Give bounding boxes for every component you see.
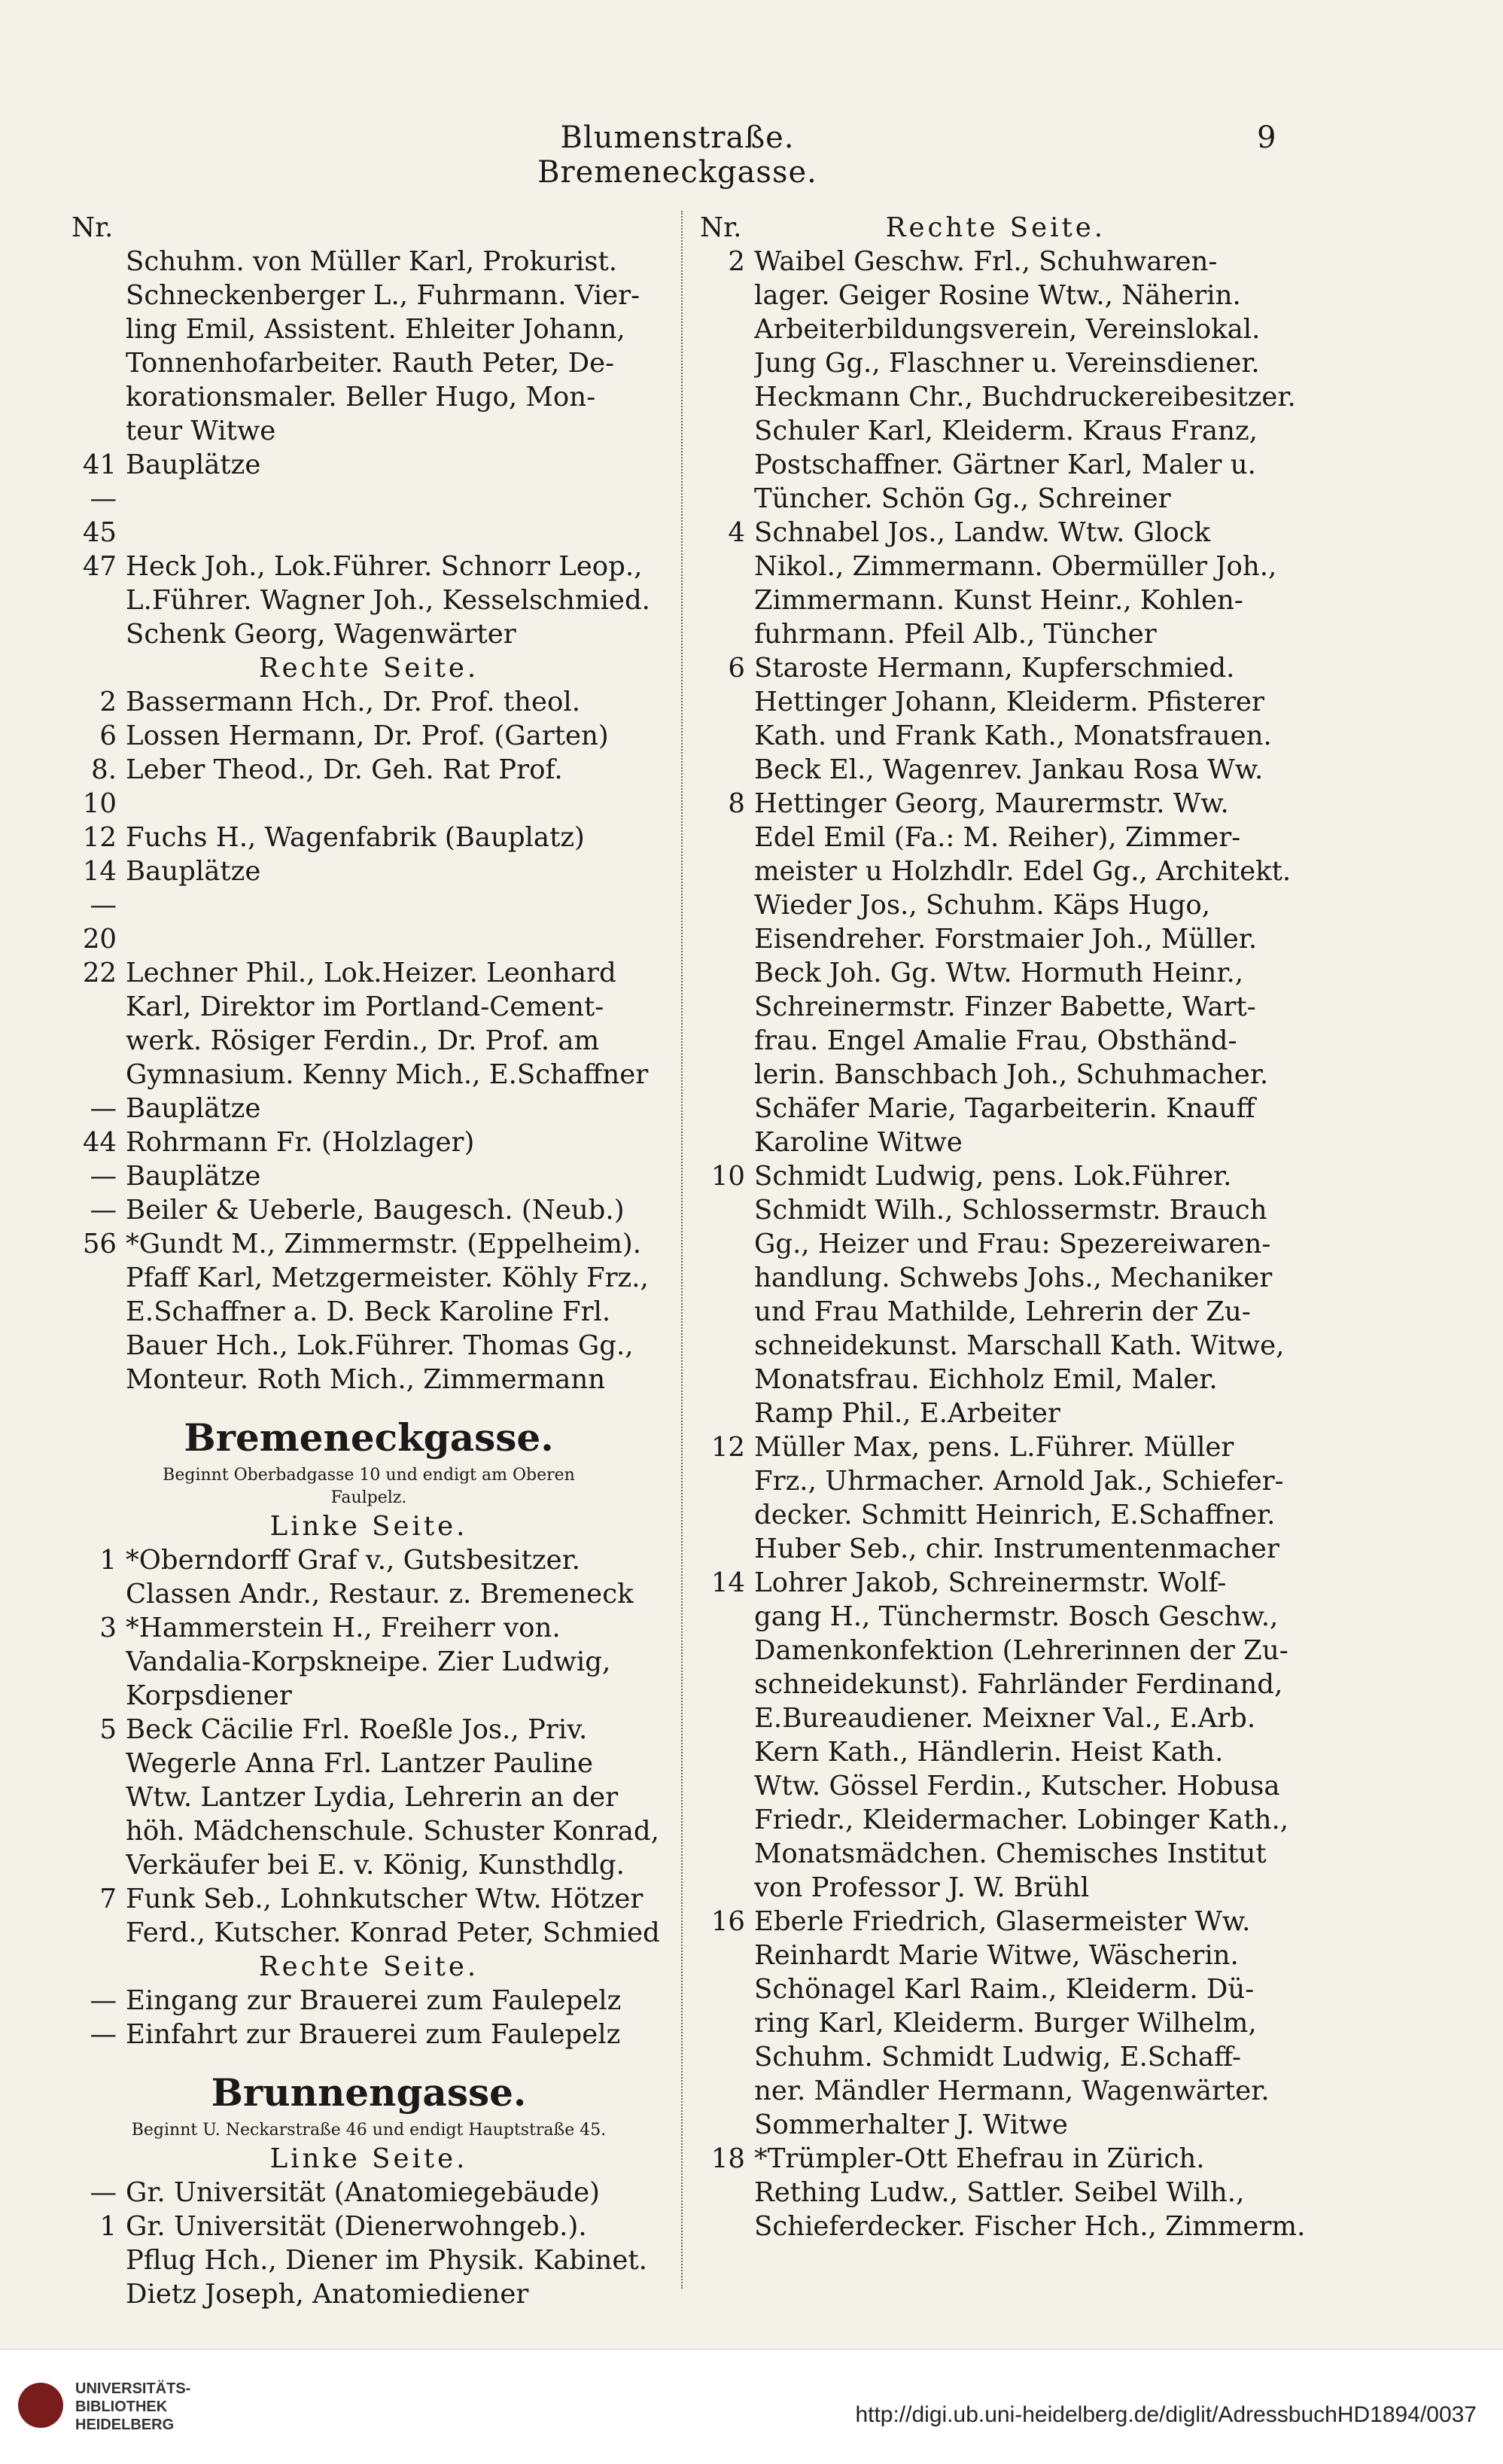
entry-line: Gg., Heizer und Frau: Spezereiwaren- bbox=[754, 1229, 1271, 1259]
house-number: 7 bbox=[99, 1884, 117, 1914]
entry-line: decker. Schmitt Heinrich, E.Schaffner. bbox=[754, 1500, 1276, 1530]
library-logo-text: UNIVERSITÄTS- BIBLIOTHEK HEIDELBERG bbox=[75, 2380, 191, 2433]
entry-line: Tüncher. Schön Gg., Schreiner bbox=[754, 483, 1171, 514]
entry-line: Schäfer Marie, Tagarbeiterin. Knauff bbox=[754, 1093, 1255, 1124]
entry-line: Gr. Universität (Anatomiegebäude) bbox=[126, 2177, 600, 2208]
entry-line: Schuhm. Schmidt Ludwig, E.Schaff- bbox=[754, 2042, 1241, 2073]
entry-line: Karoline Witwe bbox=[754, 1127, 963, 1158]
entry-line: *Oberndorff Graf v., Gutsbesitzer. bbox=[126, 1545, 580, 1576]
entry-line: meister u Holzhdlr. Edel Gg., Architekt. bbox=[754, 856, 1292, 887]
entry-line: gang H., Tünchermstr. Bosch Geschw., bbox=[754, 1601, 1279, 1632]
entry-line: Classen Andr., Restaur. z. Bremeneck bbox=[126, 1579, 634, 1610]
street-description: Beginnt Oberbadgasse 10 und endigt am Oberen bbox=[163, 1466, 575, 1485]
entry-line: Monatsmädchen. Chemisches Institut bbox=[754, 1838, 1267, 1869]
column-divider bbox=[681, 211, 683, 2289]
address-entry bbox=[700, 651, 1302, 787]
entry-line: Kath. und Frank Kath., Monatsfrauen. bbox=[754, 720, 1272, 751]
entry-line: Ferd., Kutscher. Konrad Peter, Schmied bbox=[126, 1917, 660, 1948]
address-entry bbox=[71, 1882, 666, 1950]
entry-line: Verkäufer bei E. v. König, Kunsthdlg. bbox=[126, 1850, 625, 1881]
entry-line: Bauer Hch., Lok.Führer. Thomas Gg., bbox=[126, 1330, 634, 1361]
entry-line: Schmidt Ludwig, pens. Lok.Führer. bbox=[754, 1161, 1232, 1192]
entry-line: Eingang zur Brauerei zum Faulepelz bbox=[126, 1985, 622, 2016]
left-column bbox=[71, 211, 666, 2311]
entry-line: Lechner Phil., Lok.Heizer. Leonhard bbox=[126, 958, 616, 988]
address-entry bbox=[700, 2142, 1306, 2243]
house-number: 6 bbox=[99, 720, 117, 751]
entry-line: Friedr., Kleidermacher. Lobinger Kath., bbox=[754, 1805, 1289, 1835]
address-entry bbox=[71, 1713, 666, 1882]
entry-line: Schönagel Karl Raim., Kleiderm. Dü- bbox=[754, 1974, 1255, 2005]
house-number: 14 bbox=[710, 1567, 745, 1598]
address-entry bbox=[71, 1159, 666, 1193]
entry-line: Schuhm. von Müller Karl, Prokurist. bbox=[126, 246, 618, 277]
entry-line: Damenkonfektion (Lehrerinnen der Zu- bbox=[754, 1635, 1289, 1666]
house-number: 16 bbox=[710, 1906, 745, 1937]
page-number: 9 bbox=[1257, 120, 1276, 155]
address-entry bbox=[700, 1430, 1302, 1566]
house-number: 18 bbox=[710, 2143, 745, 2174]
house-number: 1 bbox=[99, 1545, 117, 1576]
entry-line: Hettinger Georg, Maurermstr. Ww. bbox=[754, 788, 1229, 819]
nr-label: Nr. bbox=[71, 212, 114, 243]
entry-line: Gymnasium. Kenny Mich., E.Schaffner bbox=[126, 1059, 649, 1090]
entry-line: Pfaff Karl, Metzgermeister. Köhly Frz., bbox=[126, 1262, 649, 1293]
address-entry bbox=[71, 719, 666, 753]
entry-line: Monatsfrau. Eichholz Emil, Maler. bbox=[754, 1364, 1218, 1395]
address-entry bbox=[71, 854, 666, 956]
address-entry bbox=[700, 1159, 1302, 1430]
entry-line: Dietz Joseph, Anatomiediener bbox=[126, 2279, 529, 2310]
house-number: 56 bbox=[82, 1229, 117, 1259]
entry-line: Schieferdecker. Fischer Hch., Zimmerm. bbox=[754, 2211, 1306, 2242]
house-number: 2 bbox=[99, 687, 117, 717]
entry-line: schneidekunst). Fahrländer Ferdinand, bbox=[754, 1669, 1283, 1700]
entry-line: Schreinermstr. Finzer Babette, Wart- bbox=[754, 991, 1256, 1022]
entry-line: *Hammerstein H., Freiherr von. bbox=[126, 1613, 561, 1643]
entry-line: Bauplätze bbox=[126, 1093, 261, 1124]
entry-line: Frz., Uhrmacher. Arnold Jak., Schiefer- bbox=[754, 1466, 1284, 1497]
entry-line: Wtw. Gössel Ferdin., Kutscher. Hobusa bbox=[754, 1771, 1280, 1802]
address-entry bbox=[700, 1566, 1302, 1905]
side-heading: Linke Seite. bbox=[269, 2143, 468, 2174]
entry-line: und Frau Mathilde, Lehrerin der Zu- bbox=[754, 1296, 1251, 1327]
entry-line: Funk Seb., Lohnkutscher Wtw. Hötzer bbox=[126, 1884, 643, 1914]
side-heading: Rechte Seite. bbox=[885, 212, 1106, 243]
address-entry bbox=[700, 516, 1302, 651]
entry-line: ner. Mändler Hermann, Wagenwärter. bbox=[754, 2076, 1270, 2106]
entry-line: frau. Engel Amalie Frau, Obsthänd- bbox=[754, 1025, 1237, 1056]
entry-line: Zimmermann. Kunst Heinr., Kohlen- bbox=[754, 585, 1243, 616]
entry-line: E.Schaffner a. D. Beck Karoline Frl. bbox=[126, 1296, 611, 1327]
entry-line: Beck El., Wagenrev. Jankau Rosa Ww. bbox=[754, 754, 1264, 785]
entry-line: teur Witwe bbox=[126, 416, 276, 446]
entry-line: Edel Emil (Fa.: M. Reiher), Zimmer- bbox=[754, 822, 1241, 853]
house-number: 41—45 bbox=[82, 449, 117, 548]
entry-line: Heckmann Chr., Buchdruckereibesitzer. bbox=[754, 382, 1296, 413]
house-number: 1 bbox=[99, 2211, 117, 2242]
address-entry bbox=[71, 2210, 666, 2311]
entry-line: *Trümpler-Ott Ehefrau in Zürich. bbox=[754, 2143, 1205, 2174]
house-number: — bbox=[90, 1985, 117, 2016]
address-entry bbox=[71, 245, 666, 448]
address-entry bbox=[71, 448, 666, 550]
entry-line: Gr. Universität (Dienerwohngeb.). bbox=[126, 2211, 587, 2242]
entry-line: Kern Kath., Händlerin. Heist Kath. bbox=[754, 1737, 1224, 1768]
address-entry bbox=[700, 787, 1302, 1159]
house-number: — bbox=[90, 1161, 117, 1192]
entry-line: werk. Rösiger Ferdin., Dr. Prof. am bbox=[126, 1025, 600, 1056]
entry-line: Sommerhalter J. Witwe bbox=[754, 2109, 1068, 2140]
entry-line: Waibel Geschw. Frl., Schuhwaren- bbox=[754, 246, 1218, 277]
entry-line: Reinhardt Marie Witwe, Wäscherin. bbox=[754, 1940, 1239, 1971]
entry-line: ling Emil, Assistent. Ehleiter Johann, bbox=[126, 314, 625, 345]
entry-line: Wtw. Lantzer Lydia, Lehrerin an der bbox=[126, 1782, 619, 1813]
entry-line: Monteur. Roth Mich., Zimmermann bbox=[126, 1364, 606, 1395]
entry-line: Postschaffner. Gärtner Karl, Maler u. bbox=[754, 449, 1256, 480]
entry-line: Beiler & Ueberle, Baugesch. (Neub.) bbox=[126, 1195, 625, 1226]
entry-line: Nikol., Zimmermann. Obermüller Joh., bbox=[754, 551, 1277, 582]
house-number: 44 bbox=[82, 1127, 117, 1158]
entry-line: fuhrmann. Pfeil Alb., Tüncher bbox=[754, 619, 1157, 650]
entry-line: Beck Cäcilie Frl. Roeßle Jos., Priv. bbox=[126, 1714, 588, 1745]
entry-line: Hettinger Johann, Kleiderm. Pfisterer bbox=[754, 687, 1264, 717]
house-number: — bbox=[90, 1195, 117, 1226]
house-number: — bbox=[90, 1093, 117, 1124]
street-description: Beginnt U. Neckarstraße 46 und endigt Hauptstraße 45. bbox=[131, 2121, 607, 2140]
entry-line: Huber Seb., chir. Instrumentenmacher bbox=[754, 1534, 1279, 1564]
house-number: 12 bbox=[82, 822, 117, 853]
house-number: 14—20 bbox=[82, 856, 117, 955]
entry-line: von Professor J. W. Brühl bbox=[754, 1872, 1090, 1903]
entry-line: lager. Geiger Rosine Wtw., Näherin. bbox=[754, 280, 1241, 311]
entry-line: korationsmaler. Beller Hugo, Mon- bbox=[126, 382, 596, 413]
house-number: 5 bbox=[99, 1714, 117, 1745]
address-entry bbox=[71, 1611, 666, 1713]
entry-line: Lossen Hermann, Dr. Prof. (Garten) bbox=[126, 720, 609, 751]
source-url-link[interactable]: http://digi.ub.uni-heidelberg.de/diglit/AdressbuchHD1894/0037 bbox=[855, 2402, 1477, 2427]
house-number: 12 bbox=[710, 1432, 745, 1463]
house-number: 8. 10 bbox=[82, 754, 117, 819]
entry-line: Schenk Georg, Wagenwärter bbox=[126, 619, 516, 650]
house-number: 4 bbox=[728, 517, 745, 548]
house-number: — bbox=[90, 2177, 117, 2208]
address-entry bbox=[71, 1227, 666, 1396]
address-entry bbox=[71, 1125, 666, 1159]
entry-line: Heck Joh., Lok.Führer. Schnorr Leop., bbox=[126, 551, 643, 582]
house-number: 22 bbox=[82, 958, 117, 988]
entry-line: Müller Max, pens. L.Führer. Müller bbox=[754, 1432, 1234, 1463]
street-heading: Bremeneckgasse. bbox=[184, 1415, 554, 1460]
house-number: 47 bbox=[82, 551, 117, 582]
entry-line: *Gundt M., Zimmermstr. (Eppelheim). bbox=[126, 1229, 642, 1259]
entry-line: Jung Gg., Flaschner u. Vereinsdiener. bbox=[754, 348, 1260, 379]
entry-line: Wieder Jos., Schuhm. Käps Hugo, bbox=[754, 890, 1211, 921]
entry-line: handlung. Schwebs Johs., Mechaniker bbox=[754, 1262, 1273, 1293]
address-entry bbox=[71, 1092, 666, 1125]
entry-line: Beck Joh. Gg. Wtw. Hormuth Heinr., bbox=[754, 958, 1244, 988]
right-header bbox=[700, 211, 1302, 245]
address-entry bbox=[700, 245, 1302, 516]
entry-line: ring Karl, Kleiderm. Burger Wilhelm, bbox=[754, 2008, 1257, 2039]
entry-line: Pflug Hch., Diener im Physik. Kabinet. bbox=[126, 2245, 647, 2276]
entry-line: Staroste Hermann, Kupferschmied. bbox=[754, 653, 1235, 684]
street-heading: Brunnengasse. bbox=[211, 2070, 527, 2115]
entry-line: lerin. Banschbach Joh., Schuhmacher. bbox=[754, 1059, 1269, 1090]
house-number: — bbox=[90, 2019, 117, 2050]
entry-line: Wegerle Anna Frl. Lantzer Pauline bbox=[126, 1748, 594, 1779]
address-entry bbox=[71, 1984, 666, 2018]
entry-line: Ramp Phil., E.Arbeiter bbox=[754, 1398, 1060, 1429]
entry-line: Vandalia-Korpskneipe. Zier Ludwig, bbox=[126, 1646, 611, 1677]
entry-line: Korpsdiener bbox=[126, 1680, 292, 1711]
house-number: 8 bbox=[728, 788, 745, 819]
side-heading: Linke Seite. bbox=[269, 1511, 468, 1542]
entry-line: Einfahrt zur Brauerei zum Faulepelz bbox=[126, 2019, 621, 2050]
library-logo-icon bbox=[18, 2383, 63, 2428]
address-entry bbox=[700, 1905, 1302, 2142]
address-entry bbox=[71, 550, 666, 651]
entry-line: L.Führer. Wagner Joh., Kesselschmied. bbox=[126, 585, 650, 616]
house-number: 2 bbox=[728, 246, 745, 277]
address-entry bbox=[71, 1193, 666, 1227]
entry-line: Rething Ludw., Sattler. Seibel Wilh., bbox=[754, 2177, 1245, 2208]
entry-line: Schneckenberger L., Fuhrmann. Vier- bbox=[126, 280, 640, 311]
entry-line: Bauplätze bbox=[126, 449, 261, 480]
address-entry bbox=[71, 956, 666, 1092]
page-title: Blumenstraße. Bremeneckgasse. bbox=[537, 120, 817, 190]
entry-line: Bauplätze bbox=[126, 856, 261, 887]
entry-line: Schuler Karl, Kleiderm. Kraus Franz, bbox=[754, 416, 1258, 446]
entry-line: Arbeiterbildungsverein, Vereinslokal. bbox=[754, 314, 1261, 345]
entry-line: Tonnenhofarbeiter. Rauth Peter, De- bbox=[126, 348, 615, 379]
entry-line: Fuchs H., Wagenfabrik (Bauplatz) bbox=[126, 822, 585, 853]
entry-line: Eisendreher. Forstmaier Joh., Müller. bbox=[754, 924, 1258, 955]
viewer-footer bbox=[0, 2349, 1503, 2464]
entry-line: Bauplätze bbox=[126, 1161, 261, 1192]
entry-line: Eberle Friedrich, Glasermeister Ww. bbox=[754, 1906, 1251, 1937]
entry-line: Leber Theod., Dr. Geh. Rat Prof. bbox=[126, 754, 563, 785]
address-entry bbox=[71, 2018, 666, 2051]
address-entry bbox=[71, 753, 666, 821]
entry-line: schneidekunst. Marschall Kath. Witwe, bbox=[754, 1330, 1285, 1361]
address-entry bbox=[71, 685, 666, 719]
entry-line: Lohrer Jakob, Schreinermstr. Wolf- bbox=[754, 1567, 1227, 1598]
house-number: 3 bbox=[99, 1613, 117, 1643]
street-description: Faulpelz. bbox=[330, 1488, 407, 1507]
entry-line: Karl, Direktor im Portland-Cement- bbox=[126, 991, 604, 1022]
page-header bbox=[0, 120, 1503, 190]
address-entry bbox=[71, 2176, 666, 2210]
nr-label: Nr. bbox=[700, 212, 742, 243]
side-heading: Rechte Seite. bbox=[258, 653, 479, 684]
side-heading: Rechte Seite. bbox=[258, 1951, 479, 1982]
house-number: 10 bbox=[710, 1161, 745, 1192]
entry-line: Bassermann Hch., Dr. Prof. theol. bbox=[126, 687, 580, 717]
entry-line: Schmidt Wilh., Schlossermstr. Brauch bbox=[754, 1195, 1267, 1226]
house-number: 6 bbox=[728, 653, 745, 684]
address-entry bbox=[71, 821, 666, 854]
address-entry bbox=[71, 1543, 666, 1611]
entry-line: Schnabel Jos., Landw. Wtw. Glock bbox=[754, 517, 1211, 548]
entry-line: höh. Mädchenschule. Schuster Konrad, bbox=[126, 1816, 659, 1847]
entry-line: E.Bureaudiener. Meixner Val., E.Arb. bbox=[754, 1703, 1256, 1734]
right-column bbox=[700, 211, 1306, 2243]
entry-line: Rohrmann Fr. (Holzlager) bbox=[126, 1127, 475, 1158]
